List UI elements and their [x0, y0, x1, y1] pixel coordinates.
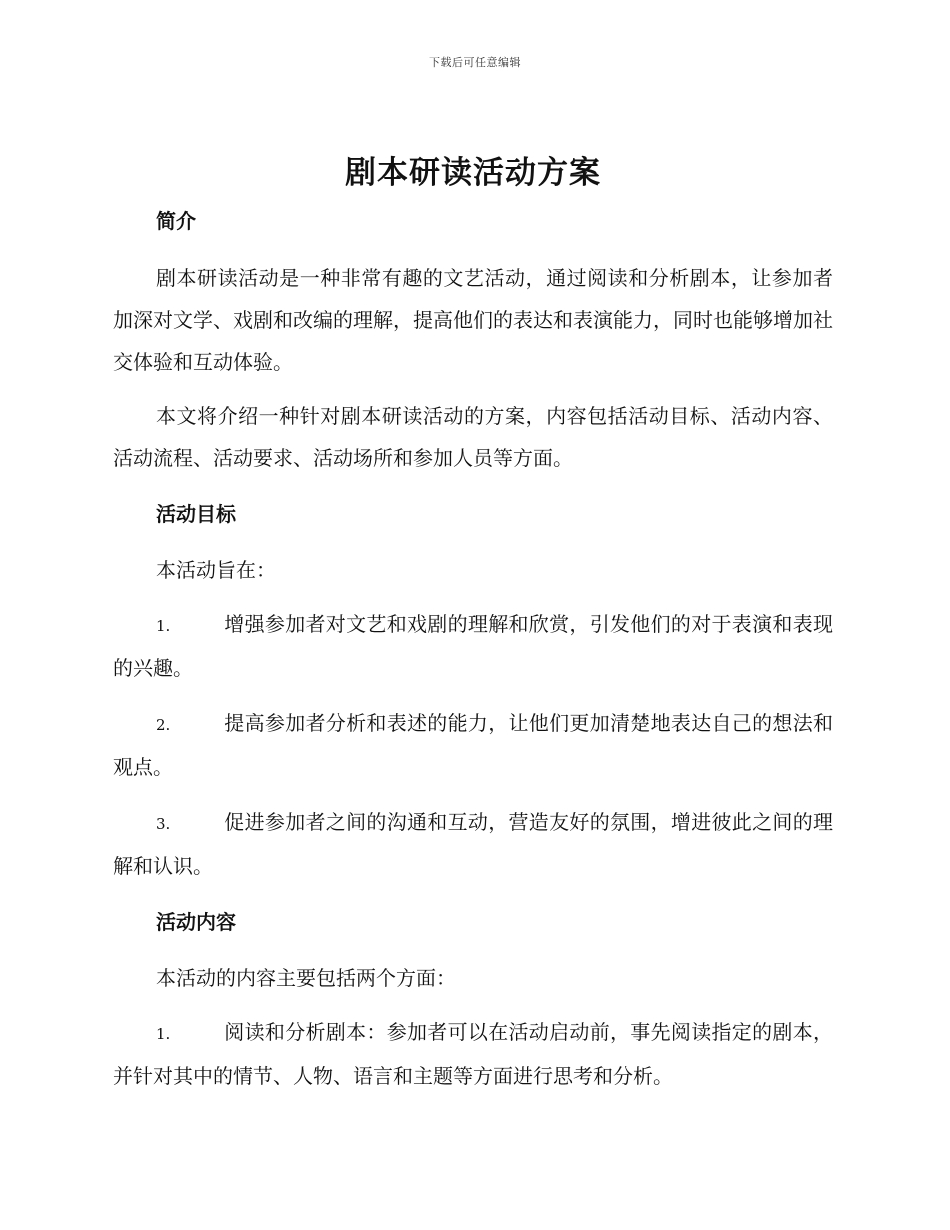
goals-list-item	[113, 702, 833, 788]
list-text: 促进参加者之间的沟通和互动，营造友好的氛围，增进彼此之间的理解和认识。	[113, 810, 833, 878]
section-heading-content: 活动内容	[156, 910, 236, 934]
list-text: 增强参加者对文艺和戏剧的理解和欣赏，引发他们的对于表演和表现的兴趣。	[113, 612, 833, 680]
list-number: 1.	[156, 1025, 171, 1043]
section-heading-goals: 活动目标	[156, 502, 236, 526]
goals-list-item	[113, 603, 833, 689]
list-number: 2.	[156, 716, 171, 734]
goals-lead: 本活动旨在：	[156, 558, 276, 582]
intro-paragraph: 剧本研读活动是一种非常有趣的文艺活动，通过阅读和分析剧本，让参加者加深对文学、戏剧和改编的理解，提高他们的表达和表演能力，同时也能够增加社交体验和互动体验。	[113, 266, 833, 374]
section-heading-intro: 简介	[156, 209, 196, 233]
list-number: 1.	[156, 617, 171, 635]
intro-paragraph: 本文将介绍一种针对剧本研读活动的方案，内容包括活动目标、活动内容、活动流程、活动要求、活动场所和参加人员等方面。	[113, 404, 833, 470]
list-text: 阅读和分析剧本：参加者可以在活动启动前，事先阅读指定的剧本，并针对其中的情节、人物、语言和主题等方面进行思考和分析。	[113, 1020, 833, 1088]
content-list-item	[113, 1011, 833, 1097]
goals-list-item	[113, 801, 833, 887]
header-note: 下载后可任意编辑	[429, 56, 521, 69]
document-title: 剧本研读活动方案	[345, 155, 601, 191]
list-text: 提高参加者分析和表述的能力，让他们更加清楚地表达自己的想法和观点。	[113, 711, 833, 779]
content-lead: 本活动的内容主要包括两个方面：	[156, 966, 456, 990]
document-body	[113, 148, 833, 1097]
list-number: 3.	[156, 815, 171, 833]
